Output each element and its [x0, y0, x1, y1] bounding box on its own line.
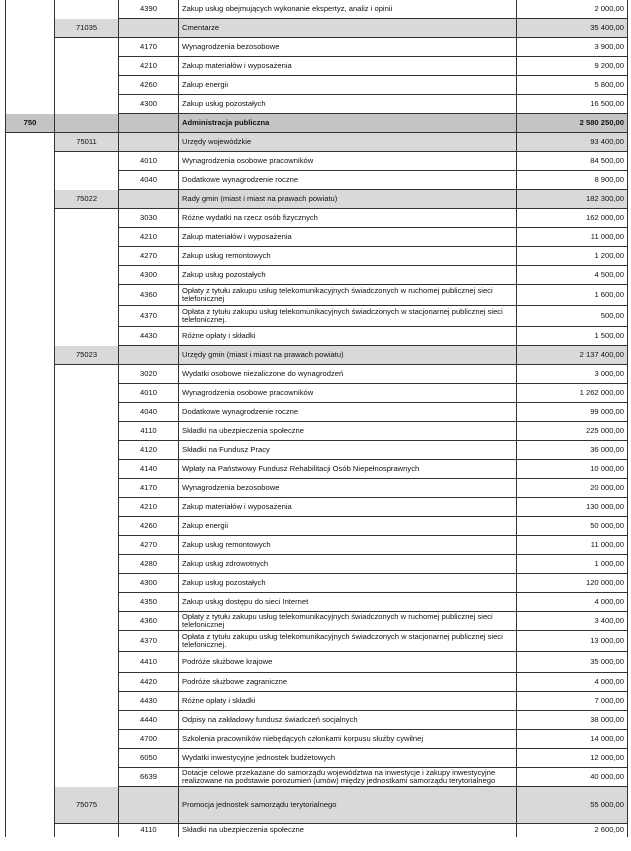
paragraf-cell: 4210	[119, 57, 179, 76]
kwota-cell: 1 600,00	[517, 285, 628, 306]
nazwa-cell: Wynagrodzenia osobowe pracowników	[179, 384, 517, 403]
table-row	[5, 403, 628, 422]
rozdzial-cell	[55, 403, 119, 422]
paragraf-cell: 3030	[119, 209, 179, 228]
kwota-cell: 2 137 400,00	[517, 346, 628, 365]
rozdzial-cell: 75022	[55, 190, 119, 209]
table-row	[5, 209, 628, 228]
rozdzial-cell	[55, 498, 119, 517]
nazwa-cell: Wynagrodzenia osobowe pracowników	[179, 152, 517, 171]
paragraf-cell: 4370	[119, 306, 179, 327]
rozdzial-cell	[55, 711, 119, 730]
table-row	[5, 768, 628, 787]
kwota-cell: 1 200,00	[517, 247, 628, 266]
paragraf-cell: 3020	[119, 365, 179, 384]
table-row	[5, 365, 628, 384]
dzial-cell	[5, 152, 55, 171]
rozdzial-cell	[55, 441, 119, 460]
table-row	[5, 824, 628, 837]
table-row	[5, 0, 628, 19]
nazwa-cell: Opłata z tytułu zakupu usług telekomunikacyjnych świadczonych w stacjonarnej publicznej sieci telefonicznej.	[179, 631, 517, 652]
table-row	[5, 57, 628, 76]
rozdzial-cell	[55, 247, 119, 266]
table-row	[5, 460, 628, 479]
table-row	[5, 266, 628, 285]
rozdzial-cell	[55, 555, 119, 574]
nazwa-cell: Składki na ubezpieczenia społeczne	[179, 422, 517, 441]
dzial-cell	[5, 327, 55, 346]
paragraf-cell: 4700	[119, 730, 179, 749]
dzial-cell	[5, 365, 55, 384]
nazwa-cell: Opłata z tytułu zakupu usług telekomunikacyjnych świadczonych w stacjonarnej publicznej sieci telefonicznej.	[179, 306, 517, 327]
dzial-cell	[5, 76, 55, 95]
paragraf-cell: 4210	[119, 228, 179, 247]
paragraf-cell	[119, 346, 179, 365]
table-row	[5, 536, 628, 555]
paragraf-cell: 4360	[119, 612, 179, 631]
kwota-cell: 3 000,00	[517, 365, 628, 384]
paragraf-cell	[119, 787, 179, 824]
paragraf-cell: 4040	[119, 403, 179, 422]
dzial-cell	[5, 209, 55, 228]
kwota-cell: 182 300,00	[517, 190, 628, 209]
dzial-cell	[5, 749, 55, 768]
table-row	[5, 285, 628, 306]
paragraf-cell: 4010	[119, 384, 179, 403]
nazwa-cell: Opłaty z tytułu zakupu usług telekomunikacyjnych świadczonych w ruchomej publicznej sieci telefonicznej	[179, 612, 517, 631]
kwota-cell: 40 000,00	[517, 768, 628, 787]
paragraf-cell: 4170	[119, 38, 179, 57]
paragraf-cell: 4360	[119, 285, 179, 306]
nazwa-cell: Zakup usług obejmujących wykonanie ekspertyz, analiz i opinii	[179, 0, 517, 19]
paragraf-cell: 6050	[119, 749, 179, 768]
nazwa-cell: Składki na ubezpieczenia społeczne	[179, 824, 517, 837]
table-row	[5, 692, 628, 711]
paragraf-cell: 4370	[119, 631, 179, 652]
dzial-cell	[5, 631, 55, 652]
nazwa-cell: Wpłaty na Państwowy Fundusz Rehabilitacji Osób Niepełnosprawnych	[179, 460, 517, 479]
kwota-cell: 2 000,00	[517, 0, 628, 19]
rozdzial-cell	[55, 152, 119, 171]
rozdzial-cell	[55, 593, 119, 612]
paragraf-cell	[119, 114, 179, 133]
nazwa-cell: Wydatki inwestycyjne jednostek budżetowych	[179, 749, 517, 768]
table-row	[5, 555, 628, 574]
nazwa-cell: Zakup usług pozostałych	[179, 95, 517, 114]
nazwa-cell: Różne opłaty i składki	[179, 327, 517, 346]
dzial-cell	[5, 57, 55, 76]
table-row	[5, 38, 628, 57]
rozdzial-cell	[55, 612, 119, 631]
rozdzial-cell	[55, 306, 119, 327]
nazwa-cell: Dotacje celowe przekazane do samorządu województwa na inwestycje i zakupy inwestycyjne realizowane na podstawie porozumień (umów) między jednostkami samorządu terytorialnego	[179, 768, 517, 787]
rozdzial-cell	[55, 730, 119, 749]
dzial-cell	[5, 692, 55, 711]
nazwa-cell: Dodatkowe wynagrodzenie roczne	[179, 403, 517, 422]
nazwa-cell: Cmentarze	[179, 19, 517, 38]
nazwa-cell: Urzędy gmin (miast i miast na prawach powiatu)	[179, 346, 517, 365]
paragraf-cell: 4430	[119, 692, 179, 711]
nazwa-cell: Rady gmin (miast i miast na prawach powiatu)	[179, 190, 517, 209]
paragraf-cell: 4300	[119, 95, 179, 114]
kwota-cell: 99 000,00	[517, 403, 628, 422]
rozdzial-cell	[55, 479, 119, 498]
table-row	[5, 517, 628, 536]
kwota-cell: 1 000,00	[517, 555, 628, 574]
kwota-cell: 13 000,00	[517, 631, 628, 652]
paragraf-cell: 4120	[119, 441, 179, 460]
nazwa-cell: Wynagrodzenia bezosobowe	[179, 38, 517, 57]
table-row	[5, 171, 628, 190]
rozdzial-cell	[55, 536, 119, 555]
paragraf-cell: 4440	[119, 711, 179, 730]
dzial-cell	[5, 498, 55, 517]
dzial-cell	[5, 536, 55, 555]
dzial-cell	[5, 38, 55, 57]
rozdzial-cell	[55, 631, 119, 652]
rozdzial-cell	[55, 460, 119, 479]
paragraf-cell: 4390	[119, 0, 179, 19]
paragraf-cell: 4350	[119, 593, 179, 612]
rozdzial-cell: 71035	[55, 19, 119, 38]
table-subsection-row	[5, 133, 628, 152]
dzial-cell	[5, 95, 55, 114]
rozdzial-cell	[55, 574, 119, 593]
rozdzial-cell	[55, 95, 119, 114]
table-row	[5, 730, 628, 749]
rozdzial-cell	[55, 76, 119, 95]
table-row	[5, 247, 628, 266]
paragraf-cell: 4270	[119, 536, 179, 555]
paragraf-cell: 4110	[119, 422, 179, 441]
table-row	[5, 422, 628, 441]
table-subsection-row	[5, 346, 628, 365]
table-row	[5, 711, 628, 730]
rozdzial-cell: 75023	[55, 346, 119, 365]
rozdzial-cell	[55, 365, 119, 384]
dzial-cell	[5, 190, 55, 209]
paragraf-cell	[119, 133, 179, 152]
table-row	[5, 76, 628, 95]
rozdzial-cell	[55, 692, 119, 711]
paragraf-cell: 4170	[119, 479, 179, 498]
rozdzial-cell	[55, 749, 119, 768]
kwota-cell: 4 000,00	[517, 593, 628, 612]
table-subsection-row	[5, 190, 628, 209]
nazwa-cell: Zakup usług dostępu do sieci Internet	[179, 593, 517, 612]
nazwa-cell: Podróże służbowe zagraniczne	[179, 673, 517, 692]
paragraf-cell	[119, 190, 179, 209]
table-row	[5, 749, 628, 768]
kwota-cell: 93 400,00	[517, 133, 628, 152]
kwota-cell: 50 000,00	[517, 517, 628, 536]
nazwa-cell: Zakup materiałów i wyposażenia	[179, 498, 517, 517]
kwota-cell: 12 000,00	[517, 749, 628, 768]
rozdzial-cell	[55, 384, 119, 403]
table-row	[5, 228, 628, 247]
rozdzial-cell	[55, 285, 119, 306]
nazwa-cell: Podróże służbowe krajowe	[179, 652, 517, 673]
kwota-cell: 35 400,00	[517, 19, 628, 38]
kwota-cell: 1 262 000,00	[517, 384, 628, 403]
nazwa-cell: Odpisy na zakładowy fundusz świadczeń socjalnych	[179, 711, 517, 730]
dzial-cell: 750	[5, 114, 55, 133]
kwota-cell: 130 000,00	[517, 498, 628, 517]
paragraf-cell: 4140	[119, 460, 179, 479]
rozdzial-cell	[55, 266, 119, 285]
nazwa-cell: Administracja publiczna	[179, 114, 517, 133]
nazwa-cell: Zakup usług pozostałych	[179, 266, 517, 285]
kwota-cell: 1 500,00	[517, 327, 628, 346]
table-row	[5, 612, 628, 631]
dzial-cell	[5, 228, 55, 247]
rozdzial-cell	[55, 0, 119, 19]
nazwa-cell: Składki na Fundusz Pracy	[179, 441, 517, 460]
dzial-cell	[5, 824, 55, 837]
dzial-cell	[5, 403, 55, 422]
nazwa-cell: Wynagrodzenia bezosobowe	[179, 479, 517, 498]
dzial-cell	[5, 285, 55, 306]
rozdzial-cell	[55, 422, 119, 441]
table-row	[5, 327, 628, 346]
kwota-cell: 8 900,00	[517, 171, 628, 190]
kwota-cell: 3 900,00	[517, 38, 628, 57]
kwota-cell: 120 000,00	[517, 574, 628, 593]
rozdzial-cell	[55, 517, 119, 536]
dzial-cell	[5, 673, 55, 692]
dzial-cell	[5, 787, 55, 824]
rozdzial-cell	[55, 768, 119, 787]
kwota-cell: 84 500,00	[517, 152, 628, 171]
dzial-cell	[5, 479, 55, 498]
paragraf-cell: 4040	[119, 171, 179, 190]
dzial-cell	[5, 247, 55, 266]
kwota-cell: 2 600,00	[517, 824, 628, 837]
dzial-cell	[5, 612, 55, 631]
table-row	[5, 384, 628, 403]
paragraf-cell: 6639	[119, 768, 179, 787]
kwota-cell: 2 580 250,00	[517, 114, 628, 133]
nazwa-cell: Zakup energii	[179, 76, 517, 95]
dzial-cell	[5, 730, 55, 749]
table-row	[5, 593, 628, 612]
kwota-cell: 11 000,00	[517, 536, 628, 555]
paragraf-cell: 4300	[119, 574, 179, 593]
kwota-cell: 162 000,00	[517, 209, 628, 228]
rozdzial-cell	[55, 209, 119, 228]
rozdzial-cell	[55, 57, 119, 76]
paragraf-cell: 4110	[119, 824, 179, 837]
table-row	[5, 441, 628, 460]
dzial-cell	[5, 441, 55, 460]
kwota-cell: 20 000,00	[517, 479, 628, 498]
kwota-cell: 225 000,00	[517, 422, 628, 441]
table-row	[5, 673, 628, 692]
table-row	[5, 152, 628, 171]
nazwa-cell: Wydatki osobowe niezaliczone do wynagrodzeń	[179, 365, 517, 384]
table-subsection-row	[5, 19, 628, 38]
table-row	[5, 574, 628, 593]
dzial-cell	[5, 19, 55, 38]
document-page	[5, 0, 628, 851]
rozdzial-cell	[55, 228, 119, 247]
kwota-cell: 500,00	[517, 306, 628, 327]
dzial-cell	[5, 460, 55, 479]
kwota-cell: 11 000,00	[517, 228, 628, 247]
dzial-cell	[5, 384, 55, 403]
nazwa-cell: Zakup usług zdrowotnych	[179, 555, 517, 574]
kwota-cell: 10 000,00	[517, 460, 628, 479]
dzial-cell	[5, 574, 55, 593]
nazwa-cell: Opłaty z tytułu zakupu usług telekomunikacyjnych świadczonych w ruchomej publicznej sieci telefonicznej	[179, 285, 517, 306]
table-row	[5, 95, 628, 114]
dzial-cell	[5, 171, 55, 190]
nazwa-cell: Zakup materiałów i wyposażenia	[179, 57, 517, 76]
paragraf-cell: 4260	[119, 517, 179, 536]
nazwa-cell: Zakup energii	[179, 517, 517, 536]
kwota-cell: 4 000,00	[517, 673, 628, 692]
table-row	[5, 498, 628, 517]
dzial-cell	[5, 555, 55, 574]
kwota-cell: 55 000,00	[517, 787, 628, 824]
paragraf-cell: 4270	[119, 247, 179, 266]
dzial-cell	[5, 422, 55, 441]
paragraf-cell: 4210	[119, 498, 179, 517]
paragraf-cell: 4300	[119, 266, 179, 285]
kwota-cell: 7 000,00	[517, 692, 628, 711]
rozdzial-cell	[55, 652, 119, 673]
dzial-cell	[5, 306, 55, 327]
table-section-row	[5, 114, 628, 133]
dzial-cell	[5, 0, 55, 19]
nazwa-cell: Różne opłaty i składki	[179, 692, 517, 711]
dzial-cell	[5, 711, 55, 730]
rozdzial-cell: 75011	[55, 133, 119, 152]
dzial-cell	[5, 133, 55, 152]
kwota-cell: 9 200,00	[517, 57, 628, 76]
dzial-cell	[5, 266, 55, 285]
rozdzial-cell	[55, 171, 119, 190]
paragraf-cell: 4260	[119, 76, 179, 95]
nazwa-cell: Różne wydatki na rzecz osób fizycznych	[179, 209, 517, 228]
kwota-cell: 5 800,00	[517, 76, 628, 95]
dzial-cell	[5, 593, 55, 612]
rozdzial-cell: 75075	[55, 787, 119, 824]
paragraf-cell: 4280	[119, 555, 179, 574]
table-row	[5, 652, 628, 673]
nazwa-cell: Zakup usług remontowych	[179, 247, 517, 266]
table-subsection-row	[5, 787, 628, 824]
kwota-cell: 3 400,00	[517, 612, 628, 631]
rozdzial-cell	[55, 114, 119, 133]
nazwa-cell: Promocja jednostek samorządu terytorialnego	[179, 787, 517, 824]
nazwa-cell: Urzędy wojewódzkie	[179, 133, 517, 152]
nazwa-cell: Zakup usług remontowych	[179, 536, 517, 555]
nazwa-cell: Zakup usług pozostałych	[179, 574, 517, 593]
kwota-cell: 36 000,00	[517, 441, 628, 460]
dzial-cell	[5, 768, 55, 787]
nazwa-cell: Dodatkowe wynagrodzenie roczne	[179, 171, 517, 190]
kwota-cell: 16 500,00	[517, 95, 628, 114]
rozdzial-cell	[55, 38, 119, 57]
nazwa-cell: Szkolenia pracowników niebędących członkami korpusu służby cywilnej	[179, 730, 517, 749]
paragraf-cell: 4010	[119, 152, 179, 171]
rozdzial-cell	[55, 327, 119, 346]
kwota-cell: 38 000,00	[517, 711, 628, 730]
table-row	[5, 479, 628, 498]
rozdzial-cell	[55, 673, 119, 692]
paragraf-cell: 4420	[119, 673, 179, 692]
kwota-cell: 14 000,00	[517, 730, 628, 749]
rozdzial-cell	[55, 824, 119, 837]
dzial-cell	[5, 652, 55, 673]
kwota-cell: 35 000,00	[517, 652, 628, 673]
nazwa-cell: Zakup materiałów i wyposażenia	[179, 228, 517, 247]
table-row	[5, 306, 628, 327]
table-row	[5, 631, 628, 652]
paragraf-cell: 4430	[119, 327, 179, 346]
kwota-cell: 4 500,00	[517, 266, 628, 285]
dzial-cell	[5, 346, 55, 365]
paragraf-cell	[119, 19, 179, 38]
dzial-cell	[5, 517, 55, 536]
paragraf-cell: 4410	[119, 652, 179, 673]
